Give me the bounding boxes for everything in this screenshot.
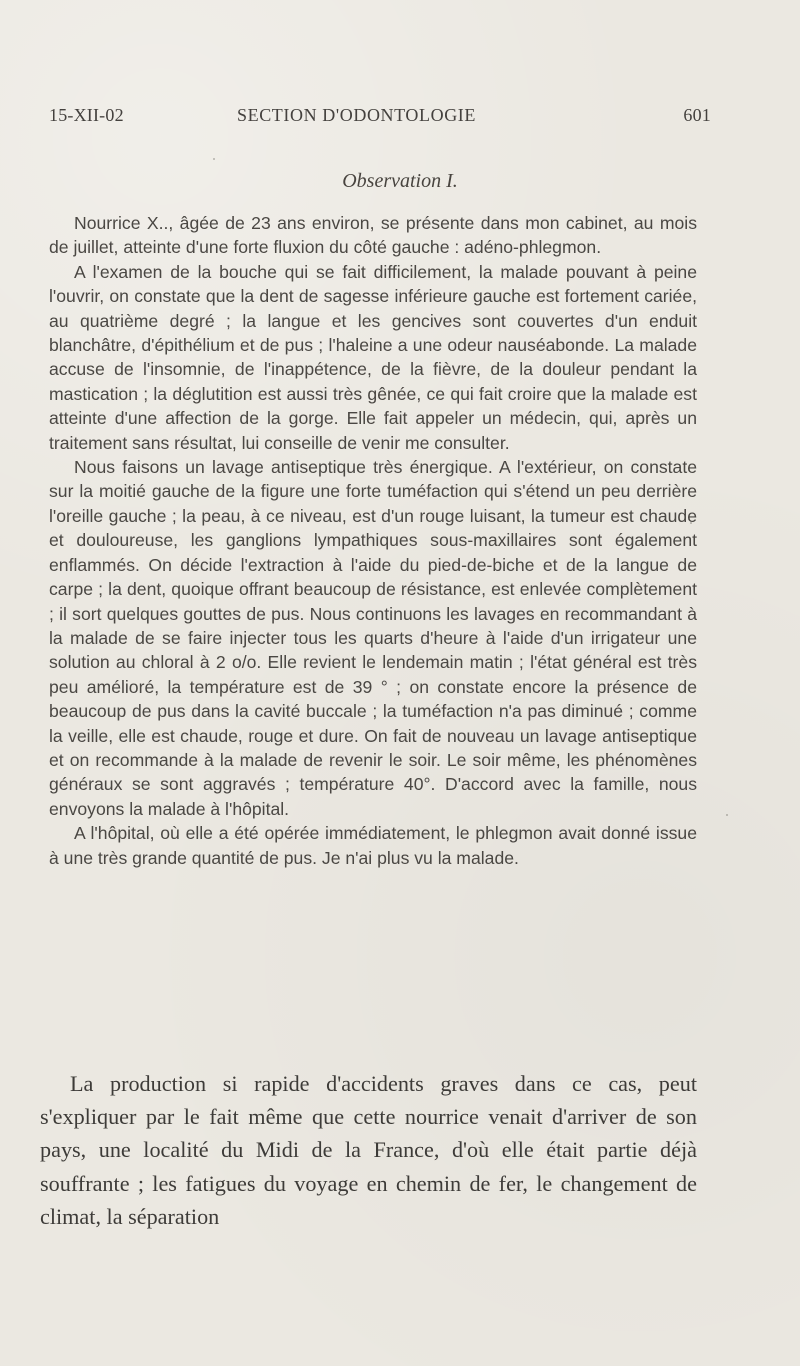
paper-speck: [726, 814, 728, 816]
observation-paragraph-1: Nourrice X.., âgée de 23 ans environ, se présente dans mon cabinet, au mois de juillet, atteinte d'une forte fluxion du côté gauche : adéno-phlegmon.: [49, 213, 697, 258]
main-body-text: [40, 1067, 697, 1233]
observation-body: [49, 211, 697, 870]
running-header: [49, 105, 711, 133]
paper-speck: [690, 522, 692, 524]
main-paragraph: La production si rapide d'accidents graves dans ce cas, peut s'expliquer par le fait même que cette nourrice venait d'arriver de son pays, une localité du Midi de la France, d'où elle était partie déjà souffrante ; les fatigues du voyage en chemin de fer, le changement de climat, la séparation: [40, 1071, 697, 1229]
header-date: 15-XII-02: [49, 105, 124, 125]
paper-speck: [213, 158, 215, 160]
observation-paragraph-4: A l'hôpital, où elle a été opérée immédiatement, le phlegmon avait donné issue à une très grande quantité de pus. Je n'ai plus vu la malade.: [49, 823, 697, 868]
observation-title: Observation I.: [342, 170, 458, 192]
page-number: 601: [683, 105, 711, 125]
header-section-title: SECTION D'ODONTOLOGIE: [237, 105, 476, 125]
observation-paragraph-3: Nous faisons un lavage antiseptique très énergique. A l'extérieur, on constate sur la moitié gauche de la figure une forte tuméfaction qui s'étend un peu derrière l'oreille gauche ; la peau, à ce niveau, est d'un rouge luisant, la tumeur est chaude et douloureuse, les ganglions lympathiques sous-maxillaires sont également enflammés. On décide l'extraction à l'aide du pied-de-biche et de la langue de carpe ; la dent, quoique offrant beaucoup de résistance, est enlevée complètement ; il sort quelques gouttes de pus. Nous continuons les lavages en recommandant à la malade de se faire injecter tous les quarts d'heure à l'aide d'un irrigateur une solution au chloral à 2 o/o. Elle revient le lendemain matin ; l'état général est très peu amélioré, la température est de 39 ° ; on constate encore la présence de beaucoup de pus dans la cavité buccale ; la tuméfaction n'a pas diminué ; comme la veille, elle est chaude, rouge et dure. On fait de nouveau un lavage antiseptique et on recommande à la malade de revenir le soir. Le soir même, les phénomènes généraux se sont aggravés ; température 40°. D'accord avec la famille, nous envoyons la malade à l'hôpital.: [49, 457, 697, 819]
observation-paragraph-2: A l'examen de la bouche qui se fait difficilement, la malade pouvant à peine l'ouvrir, on constate que la dent de sagesse inférieure gauche est fortement cariée, au quatrième degré ; la langue et les gencives sont couvertes d'un enduit blanchâtre, d'épithélium et de pus ; l'haleine a une odeur nauséabonde. La malade accuse de l'insomnie, de l'inappétence, de la fièvre, de la douleur pendant la mastication ; la déglutition est aussi très gênée, ce qui fait croire que la malade est atteinte d'une affection de la gorge. Elle fait appeler un médecin, qui, après un traitement sans résultat, lui conseille de venir me consulter.: [49, 261, 697, 453]
